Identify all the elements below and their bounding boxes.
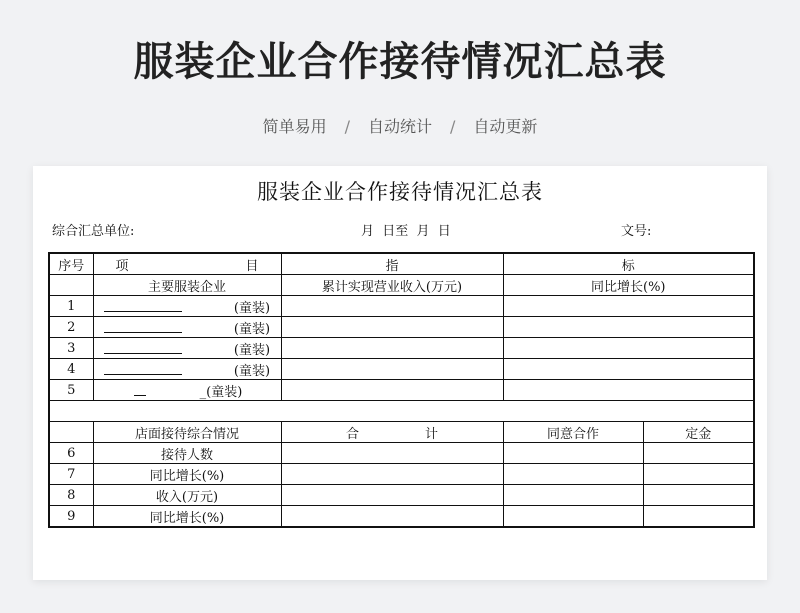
- header-total: [281, 422, 503, 443]
- table-cell[interactable]: [281, 338, 503, 359]
- table-row: [49, 359, 754, 380]
- document-title: 服装企业合作接待情况汇总表: [257, 180, 543, 204]
- table-row: [49, 296, 754, 317]
- header-growth: 同比增长(%): [503, 275, 754, 296]
- header-item-b: 目: [245, 258, 259, 274]
- table-row: [49, 485, 754, 506]
- store-header-row: [49, 422, 754, 443]
- blank-underline: [104, 319, 182, 333]
- table-cell[interactable]: [503, 338, 754, 359]
- header-main-company: 主要服装企业: [93, 275, 281, 296]
- row-number: 2: [49, 317, 93, 338]
- table-cell[interactable]: [643, 506, 754, 528]
- row-number: 8: [49, 485, 93, 506]
- table-cell[interactable]: [503, 464, 643, 485]
- table-cell[interactable]: [281, 359, 503, 380]
- tag-easy: 简单易用: [262, 117, 327, 136]
- row-number: 5: [49, 380, 93, 401]
- blank-underline: [104, 340, 182, 354]
- header-item: [93, 253, 281, 275]
- row-label: 同比增长(%): [93, 506, 281, 528]
- table-row: [49, 317, 754, 338]
- row-number: 4: [49, 359, 93, 380]
- feature-tags: [0, 114, 800, 137]
- table-cell: [49, 422, 93, 443]
- summary-table: [48, 252, 755, 528]
- header-agree: 同意合作: [503, 422, 643, 443]
- header-revenue: 累计实现营业收入(万元): [281, 275, 503, 296]
- company-name-cell: [93, 338, 281, 359]
- company-name-cell: [93, 317, 281, 338]
- spacer-row: [49, 401, 754, 422]
- header-deposit: 定金: [643, 422, 754, 443]
- tag-separator: /: [450, 117, 456, 136]
- row-number: 3: [49, 338, 93, 359]
- page-title: 服装企业合作接待情况汇总表: [133, 39, 667, 85]
- row-label: 收入(万元): [93, 485, 281, 506]
- row-number: 9: [49, 506, 93, 528]
- table-row: [49, 506, 754, 528]
- company-suffix: (童装): [233, 300, 271, 316]
- tag-auto-stat: 自动统计: [367, 117, 432, 136]
- company-suffix: _(童装): [199, 384, 243, 400]
- table-cell[interactable]: [643, 485, 754, 506]
- row-number: 7: [49, 464, 93, 485]
- blank-underline: [104, 298, 182, 312]
- company-suffix: (童装): [233, 321, 271, 337]
- row-label: 同比增长(%): [93, 464, 281, 485]
- table-cell: [49, 401, 754, 422]
- row-number: 1: [49, 296, 93, 317]
- company-name-cell: [93, 296, 281, 317]
- table-cell[interactable]: [281, 317, 503, 338]
- table-cell[interactable]: [503, 359, 754, 380]
- date-range-label: 月 日至 月 日: [361, 224, 451, 239]
- table-cell[interactable]: [503, 296, 754, 317]
- table-cell[interactable]: [281, 485, 503, 506]
- company-name-cell: [93, 359, 281, 380]
- company-suffix: (童装): [233, 363, 271, 379]
- table-row: [49, 464, 754, 485]
- row-label: 接待人数: [93, 443, 281, 464]
- table-row: [49, 443, 754, 464]
- table-cell[interactable]: [281, 464, 503, 485]
- header-total-b: 计: [425, 426, 439, 442]
- table-cell[interactable]: [503, 380, 754, 401]
- table-header-row: [49, 253, 754, 275]
- table-cell[interactable]: [503, 485, 643, 506]
- header-index-b: 标: [503, 253, 754, 275]
- table-cell[interactable]: [643, 443, 754, 464]
- header-store: 店面接待综合情况: [93, 422, 281, 443]
- tag-separator: /: [344, 117, 350, 136]
- table-cell[interactable]: [643, 464, 754, 485]
- table-cell[interactable]: [281, 296, 503, 317]
- table-cell: [49, 275, 93, 296]
- company-suffix: (童装): [233, 342, 271, 358]
- header-item-a: 项: [115, 258, 129, 274]
- row-number: 6: [49, 443, 93, 464]
- blank-underline: [104, 361, 182, 375]
- blank-underline: [134, 382, 146, 396]
- tag-auto-update: 自动更新: [473, 117, 538, 136]
- table-subheader-row: [49, 275, 754, 296]
- spreadsheet-preview: [33, 166, 767, 580]
- header-index-a: 指: [281, 253, 503, 275]
- table-row: [49, 338, 754, 359]
- table-row: [49, 380, 754, 401]
- unit-label: 综合汇总单位:: [52, 224, 135, 239]
- table-cell[interactable]: [503, 506, 643, 528]
- header-seq: 序号: [49, 253, 93, 275]
- table-cell[interactable]: [281, 506, 503, 528]
- table-cell[interactable]: [503, 317, 754, 338]
- header-total-a: 合: [345, 426, 359, 442]
- doc-number-label: 文号:: [621, 224, 652, 239]
- table-cell[interactable]: [281, 380, 503, 401]
- table-cell[interactable]: [281, 443, 503, 464]
- table-cell[interactable]: [503, 443, 643, 464]
- company-name-cell: [93, 380, 281, 401]
